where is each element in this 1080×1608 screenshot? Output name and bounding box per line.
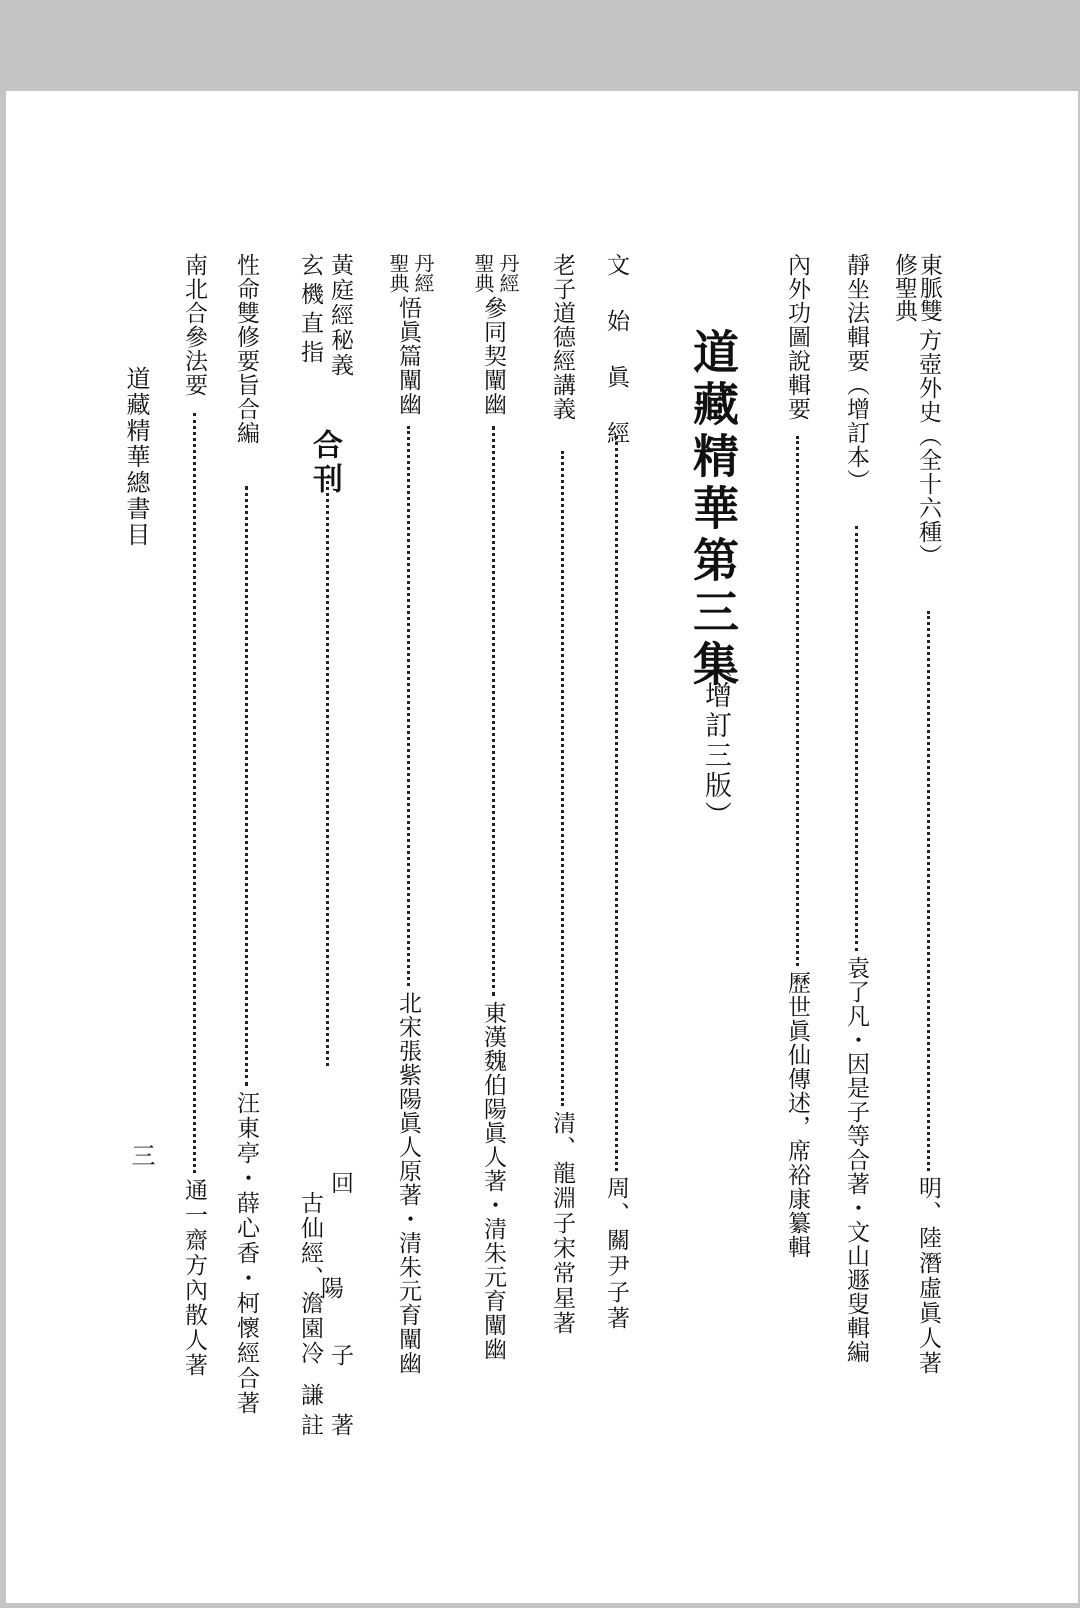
entry-4-title: 文 始 眞 經 bbox=[603, 253, 629, 449]
entry-5-author: 清、龍淵子宋常星著 bbox=[549, 1111, 575, 1336]
entry-8-title-b: 玄機直指 bbox=[297, 253, 323, 369]
entry-1-prefix-line1: 東脈雙 bbox=[916, 253, 942, 322]
page-title: 道藏精華第三集 bbox=[686, 328, 740, 692]
entry-8-author-a3: 子 bbox=[327, 1343, 353, 1366]
entry-10-title: 南北合參法要 bbox=[181, 253, 207, 397]
entry-2-author: 袁了凡・因是子等合著・文山遯叟輯編 bbox=[843, 956, 869, 1364]
entry-8-title-a: 黃庭經秘義 bbox=[327, 253, 353, 378]
document-page bbox=[6, 91, 1078, 1603]
entry-4-author: 周、關尹子著 bbox=[603, 1176, 629, 1332]
entry-10-leader bbox=[193, 413, 196, 1173]
entry-8-author-b1: 古仙經 bbox=[297, 1191, 323, 1266]
entry-5-leader bbox=[561, 451, 564, 1106]
entry-7-author: 北宋張紫陽眞人原著・清朱元育闡幽 bbox=[395, 991, 421, 1375]
entry-9-leader bbox=[245, 486, 248, 1086]
entry-7-title: 悟眞篇闡幽 bbox=[395, 296, 421, 416]
entry-5-title: 老子道德經講義 bbox=[549, 253, 575, 421]
entry-8-author-b3: 謙 bbox=[297, 1383, 323, 1406]
entry-3-author: 歷世眞仙傳述，席裕康纂輯 bbox=[784, 971, 810, 1259]
entry-9-title: 性命雙修要旨合編 bbox=[233, 253, 259, 445]
entry-3-leader bbox=[796, 436, 799, 966]
entry-2-leader bbox=[855, 526, 858, 951]
entry-6-prefix-line2: 聖典 bbox=[471, 253, 495, 293]
entry-8-title-c: 合刊 bbox=[307, 429, 342, 497]
entry-2-title: 靜坐法輯要（增訂本） bbox=[843, 253, 869, 493]
entry-6-prefix-line1: 丹經 bbox=[496, 253, 520, 293]
entry-8-leader bbox=[326, 481, 329, 1066]
entry-7-prefix-line1: 丹經 bbox=[411, 253, 435, 293]
entry-8-author-b2: 、澹園冷 bbox=[297, 1266, 323, 1366]
entry-9-author: 汪東亭・薛心香・柯懷經合著 bbox=[233, 1091, 259, 1416]
entry-1-prefix-line2: 修聖典 bbox=[891, 253, 917, 322]
entry-4-leader bbox=[615, 436, 618, 1171]
entry-6-leader bbox=[492, 426, 495, 996]
entry-1-leader bbox=[927, 611, 930, 1171]
page-subtitle: （增訂三版） bbox=[700, 651, 731, 831]
entry-8-author-a1: 回 bbox=[327, 1171, 353, 1194]
entry-7-leader bbox=[407, 426, 410, 986]
entry-6-title: 參同契闡幽 bbox=[480, 296, 506, 416]
entry-1-title: 方壺外史（全十六種） bbox=[915, 328, 941, 568]
entry-8-author-a2: 陽 bbox=[317, 1276, 343, 1299]
entry-7-prefix-line2: 聖典 bbox=[386, 253, 410, 293]
footer-book-title: 道藏精華總書目 bbox=[122, 366, 150, 548]
entry-3-title: 內外功圖說輯要 bbox=[784, 253, 810, 421]
entry-1-author: 明、陸潛虛眞人著 bbox=[915, 1176, 941, 1376]
page-number: 三 bbox=[127, 1143, 155, 1167]
entry-6-author: 東漢魏伯陽眞人著・清朱元育闡幽 bbox=[480, 1001, 506, 1361]
entry-10-author: 通一齋方內散人著 bbox=[181, 1178, 207, 1378]
entry-8-author-a4: 著 bbox=[327, 1413, 353, 1436]
entry-8-author-b4: 註 bbox=[297, 1413, 323, 1436]
